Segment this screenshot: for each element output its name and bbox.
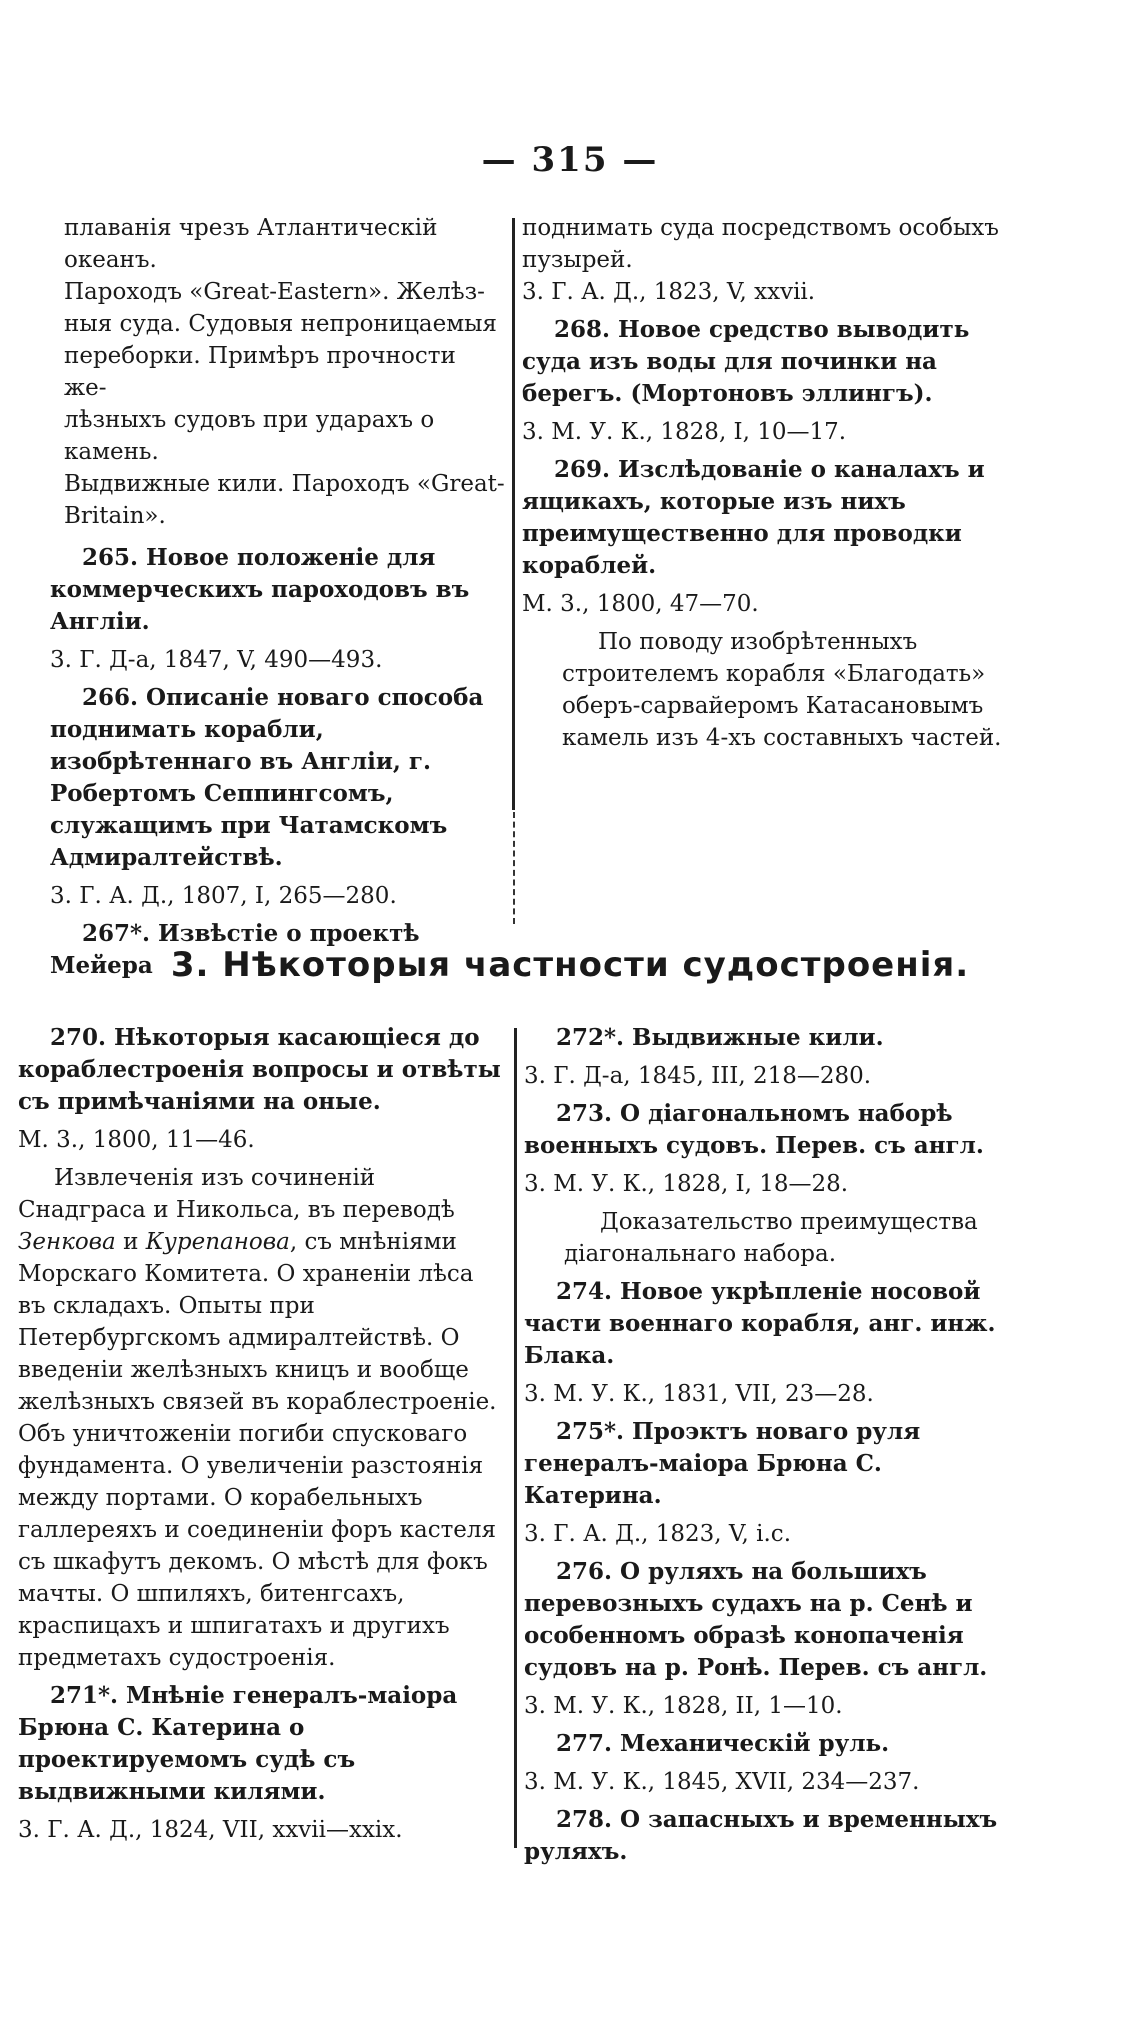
entry-title: 270. Нѣкоторыя касающіеся до кораблестроенія вопросы и отвѣты съ примѣчаніями на оные.	[18, 1024, 501, 1115]
entry-273	[524, 1098, 1024, 1162]
text-line: пузырей.	[522, 247, 633, 273]
entry-276-ref: 3. М. У. К., 1828, II, 1—10.	[524, 1693, 843, 1719]
entry-274	[524, 1276, 1024, 1372]
column-rule-top	[512, 218, 515, 810]
column-rule-top-dashed	[513, 812, 515, 924]
entry-270-ref: М. 3., 1800, 11—46.	[18, 1127, 255, 1153]
entry-266-ref: 3. Г. А. Д., 1807, I, 265—280.	[50, 883, 397, 909]
entry-275	[524, 1416, 1024, 1512]
translator-name: Курепанова	[145, 1229, 290, 1255]
entry-title: 277. Механическій руль.	[556, 1730, 890, 1757]
text-line: плаванія чрезъ Атлантическій океанъ.	[64, 215, 438, 273]
column-rule-bottom	[514, 1028, 517, 1848]
entry-title: 266. Описаніе новаго способа поднимать корабли, изобрѣтеннаго въ Англіи, г. Робертомъ Сеппингсомъ, служащимъ при Чатамскомъ Адмиралтействѣ.	[50, 684, 484, 871]
entry-title: 278. О запасныхъ и временныхъ руляхъ.	[524, 1806, 998, 1865]
entry-276	[524, 1556, 1024, 1684]
entry-274-ref: 3. М. У. К., 1831, VII, 23—28.	[524, 1381, 874, 1407]
translator-name: Зенкова	[18, 1229, 116, 1255]
note-text: , съ мнѣніями Морскаго Комитета. О храненіи лѣса въ складахъ. Опыты при Петербургскомъ адмиралтействѣ. О введеніи желѣзныхъ кницъ и вообще желѣзныхъ связей въ кораблестроеніе. Объ уничтоженіи погиби спусковаго фундамента. О увеличеніи разстоянія между портами. О корабельныхъ галлереяхъ и соединеніи форъ кастеля съ шкафутъ декомъ. О мѣстѣ для фокъ мачты. О шпиляхъ, битенгсахъ, краспицахъ и шпигатахъ и другихъ предметахъ судостроенія.	[18, 1229, 497, 1671]
top-left-column	[50, 212, 505, 988]
text-line: Пароходъ «Great-Eastern». Желѣз-	[64, 279, 485, 305]
entry-title: 274. Новое укрѣпленіе носовой части военнаго корабля, анг. инж. Блака.	[524, 1278, 996, 1369]
entry-271-ref: 3. Г. А. Д., 1824, VII, xxvii—xxix.	[18, 1817, 403, 1843]
text-line: Выдвижные кили. Пароходъ «Great-	[64, 471, 505, 497]
entry-273-note: Доказательство преимущества діагональнаго набора.	[564, 1209, 978, 1267]
entry-title: 271*. Мнѣніе генералъ-маіора Брюна С. Катерина о проектируемомъ судѣ съ выдвижными килями.	[18, 1682, 458, 1805]
entry-title: 272*. Выдвижные кили.	[556, 1024, 884, 1051]
entry-title: 269. Изслѣдованіе о каналахъ и ящикахъ, которые изъ нихъ преимущественно для проводки кораблей.	[522, 456, 985, 579]
entry-270-note	[18, 1162, 508, 1674]
entry-273-ref: 3. М. У. К., 1828, I, 18—28.	[524, 1171, 849, 1197]
entry-265	[50, 542, 505, 638]
top-right-column	[522, 212, 1022, 760]
entry-265-ref: 3. Г. Д-а, 1847, V, 490—493.	[50, 647, 383, 673]
entry-title: 275*. Проэктъ новаго руля генералъ-маіора Брюна С. Катерина.	[524, 1418, 921, 1509]
entry-title: 265. Новое положеніе для коммерческихъ пароходовъ въ Англіи.	[50, 544, 470, 635]
text-line: лѣзныхъ судовъ при ударахъ о камень.	[64, 407, 435, 465]
entry-title: 267*. Извѣстіе о проектѣ Мейера	[50, 920, 420, 979]
entry-title: 276. О руляхъ на большихъ перевозныхъ судахъ на р. Сенѣ и особенномъ образѣ конопаченія судовъ на р. Ронѣ. Перев. съ англ.	[524, 1558, 988, 1681]
note-text: и	[115, 1229, 146, 1255]
text-line: поднимать суда посредствомъ особыхъ	[522, 215, 999, 241]
entry-269-ref: М. 3., 1800, 47—70.	[522, 591, 759, 617]
entry-268-ref: 3. М. У. К., 1828, I, 10—17.	[522, 419, 847, 445]
entry-267-ref: 3. Г. А. Д., 1823, V, xxvii.	[522, 279, 816, 305]
entry-268	[522, 314, 1022, 410]
page-number: — 315 —	[481, 140, 659, 180]
entry-269-note: По поводу изобрѣтенныхъ строителемъ корабля «Благодать» оберъ-сарвайеромъ Катасановымъ камель изъ 4-хъ составныхъ частей.	[562, 629, 1002, 751]
section-title: 3. Нѣкоторыя частности судостроенія.	[170, 945, 970, 985]
entry-272-ref: 3. Г. Д-а, 1845, III, 218—280.	[524, 1063, 872, 1089]
entry-272	[524, 1022, 1024, 1054]
bottom-left-column	[18, 1022, 508, 1852]
text-line: переборки. Примѣръ прочности же-	[64, 343, 456, 401]
continued-text	[50, 212, 505, 532]
entry-277-ref: 3. М. У. К., 1845, XVII, 234—237.	[524, 1769, 920, 1795]
continued-text	[522, 212, 1022, 276]
entry-271	[18, 1680, 508, 1808]
bottom-right-column	[524, 1022, 1024, 1874]
entry-title: 273. О діагональномъ наборѣ военныхъ судовъ. Перев. съ англ.	[524, 1100, 984, 1159]
entry-266	[50, 682, 505, 874]
note-text: Извлеченія изъ сочиненій Снадграса и Никольса, въ переводѣ	[18, 1165, 455, 1223]
entry-269	[522, 454, 1022, 582]
entry-title: 268. Новое средство выводить суда изъ воды для починки на берегъ. (Мортоновъ эллингъ).	[522, 316, 970, 407]
entry-275-ref: 3. Г. А. Д., 1823, V, і.с.	[524, 1521, 792, 1547]
entry-270	[18, 1022, 508, 1118]
entry-278	[524, 1804, 1024, 1868]
entry-277	[524, 1728, 1024, 1760]
text-line: Britain».	[64, 503, 166, 529]
text-line: ныя суда. Судовыя непроницаемыя	[64, 311, 497, 337]
